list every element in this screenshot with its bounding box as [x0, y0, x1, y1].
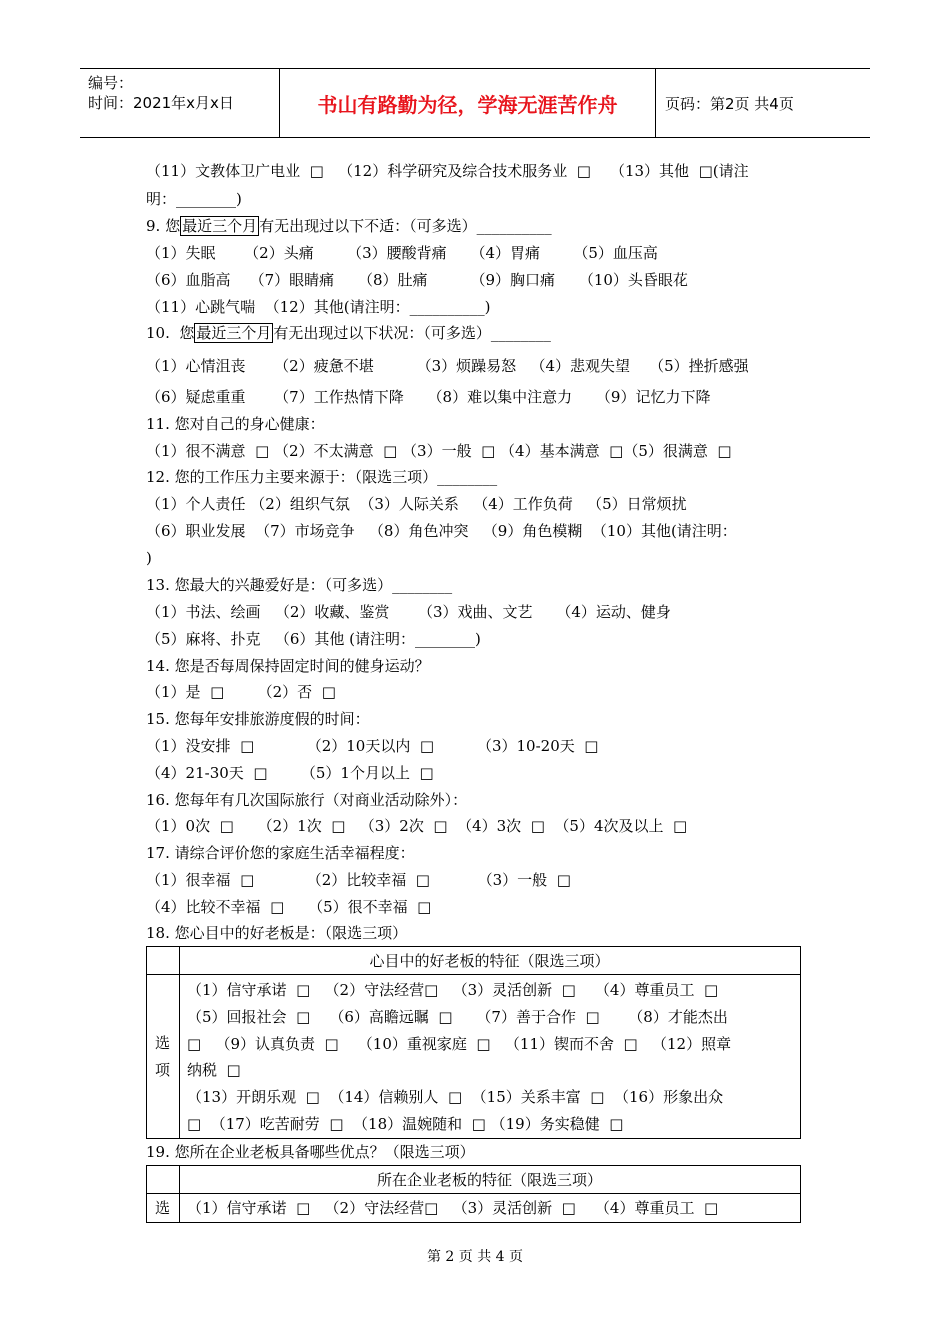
q9-options-1: （1）失眠 （2）头痛 （3）腰酸背痛 （4）胃痛 （5）血压高 [146, 244, 658, 262]
table-18-row: （13）开朗乐观 □ （14）信赖别人 □ （15）关系丰富 □ （16）形象出众 [187, 1088, 724, 1106]
q12-options-2: （6）职业发展 （7）市场竞争 （8）角色冲突 （9）角色模糊 （10）其他(请注明： [146, 522, 737, 540]
q14-options: （1）是 □ （2）否 □ [146, 683, 336, 701]
q15-options-1: （1）没安排 □ （2）10天以内 □ （3）10-20天 □ [146, 737, 599, 755]
table-19 [146, 1165, 801, 1223]
table-18-row: 纳税 □ [187, 1061, 241, 1079]
table-19-side-top: 选 [155, 1199, 171, 1217]
question-10: 10. 您 最近三个月 有无出现过以下状况：（可多选）________ [146, 324, 551, 342]
table-18-row: □ （9）认真负责 □ （10）重视家庭 □ （11）锲而不舍 □ （12）照章 [187, 1035, 732, 1053]
q15-options-2: （4）21-30天 □ （5）1个月以上 □ [146, 764, 434, 782]
table-18-header: 心目中的好老板的特征（限选三项） [369, 952, 610, 970]
table-18 [146, 946, 801, 1139]
q9-options-2: （6）血脂高 （7）眼睛痛 （8）肚痛 （9）胸口痛 （10）头昏眼花 [146, 271, 688, 289]
q10-options-2: （6）疑虑重重 （7）工作热情下降 （8）难以集中注意力 （9）记忆力下降 [146, 388, 711, 406]
table-18-side-bottom: 项 [155, 1061, 171, 1079]
header-meta [80, 69, 280, 137]
q17-options-2: （4）比较不幸福 □ （5）很不幸福 □ [146, 898, 432, 916]
table-18-row: （1）信守承诺 □ （2）守法经营□ （3）灵活创新 □ （4）尊重员工 □ [187, 981, 719, 999]
page-footer: 第 2 页 共 4 页 [426, 1249, 524, 1265]
q13-options-1: （1）书法、绘画 （2）收藏、鉴赏 （3）戏曲、文艺 （4）运动、健身 [146, 603, 671, 621]
page-header [80, 68, 870, 138]
question-9: 9. 您 最近三个月 有无出现过以下不适：（可多选）__________ [146, 217, 552, 235]
table-18-row: （5）回报社会 □ （6）高瞻远瞩 □ （7）善于合作 □ （8）才能杰出 [187, 1008, 728, 1026]
q17-options-1: （1）很幸福 □ （2）比较幸福 □ （3）一般 □ [146, 871, 571, 889]
motto: 书山有路勤为径，学海无涯苦作舟 [280, 69, 656, 137]
q11-options: （1）很不满意 □ （2）不太满意 □ （3）一般 □ （4）基本满意 □（5）很满意 □ [146, 442, 732, 460]
highlight-box: 最近三个月 [196, 324, 272, 342]
date-label: 时间：2021年x月x日 [88, 94, 234, 112]
q12-options-1: （1）个人责任 （2）组织气氛 （3）人际关系 （4）工作负荷 （5）日常烦扰 [146, 495, 687, 513]
q10-options-1: （1）心情沮丧 （2）疲惫不堪 （3）烦躁易怒 （4）悲观失望 （5）挫折感强 [146, 357, 749, 375]
q13-options-2: （5）麻将、扑克 （6）其他 (请注明：________) [146, 630, 481, 648]
question-17: 17. 请综合评价您的家庭生活幸福程度： [146, 844, 415, 862]
question-19: 19. 您所在企业老板具备哪些优点？（限选三项） [146, 1143, 475, 1161]
question-15: 15. 您每年安排旅游度假的时间： [146, 710, 370, 728]
number-label: 编号： [88, 74, 134, 92]
table-19-header: 所在企业老板的特征（限选三项） [376, 1171, 602, 1189]
industry-options-line: （11）文教体卫广电业 □ （12）科学研究及综合技术服务业 □ （13）其他 □(请注 [146, 162, 749, 180]
question-18: 18. 您心目中的好老板是：（限选三项） [146, 924, 408, 942]
q16-options: （1）0次 □ （2）1次 □ （3）2次 □ （4）3次 □ （5）4次及以上 □ [146, 817, 688, 835]
question-11: 11. 您对自己的身心健康： [146, 415, 325, 433]
table-19-row: （1）信守承诺 □ （2）守法经营□ （3）灵活创新 □ （4）尊重员工 □ [187, 1199, 719, 1217]
question-16: 16. 您每年有几次国际旅行（对商业活动除外）： [146, 791, 468, 809]
page-number-label: 页码：第2页 共4页 [665, 94, 794, 113]
question-14: 14. 您是否每周保持固定时间的健身运动？ [146, 657, 430, 675]
question-13: 13. 您最大的兴趣爱好是：（可多选）________ [146, 576, 453, 594]
q9-options-3: （11）心跳气喘 （12）其他(请注明：__________) [146, 298, 491, 316]
table-18-side-top: 选 [155, 1034, 171, 1052]
q12-options-3: ) [146, 549, 152, 567]
question-12: 12. 您的工作压力主要来源于：（限选三项）________ [146, 468, 498, 486]
table-18-row: □ （17）吃苦耐劳 □ （18）温婉随和 □ （19）务实稳健 □ [187, 1115, 624, 1133]
highlight-box: 最近三个月 [182, 217, 258, 235]
industry-other-line: 明：________) [146, 190, 242, 208]
